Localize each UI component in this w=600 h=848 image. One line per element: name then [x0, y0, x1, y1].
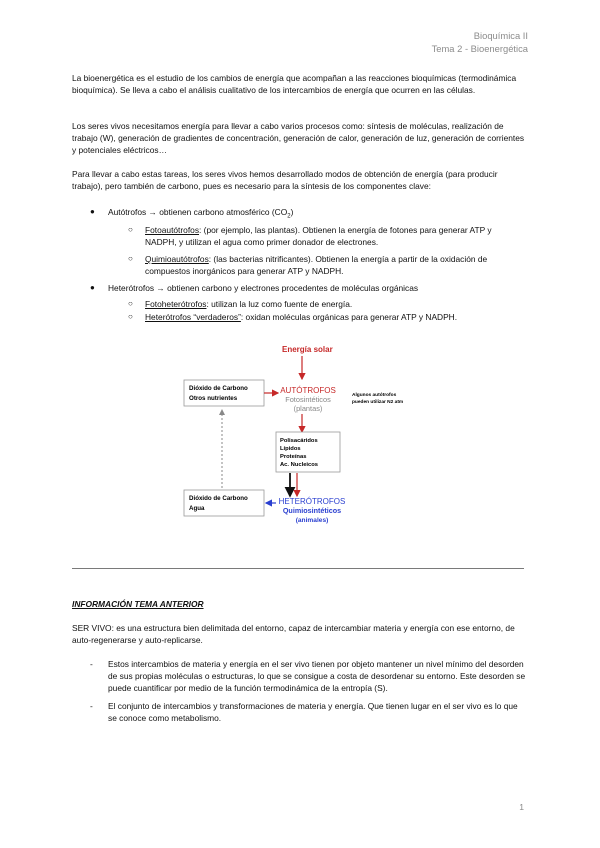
autotrofos-tail: ) — [290, 207, 294, 217]
box-carbon-nutrients — [184, 380, 264, 406]
note-line2: pueden utilizar N2 atm — [352, 400, 404, 405]
term-fotoheterotrofos: Fotoheterótrofos — [145, 299, 207, 309]
item-heterotrofos-verdaderos — [145, 311, 457, 323]
quimioautotrofos-desc-2: compuestos inorgánicos para generar ATP y NADPH. — [145, 266, 344, 277]
dash-marker: - — [90, 659, 93, 669]
ser-vivo-label: SER VIVO — [72, 623, 112, 633]
header-topic: Tema 2 - Bioenergética — [431, 43, 528, 54]
organic-item: Polisacáridos — [280, 438, 318, 444]
label-plantas: (plantas) — [293, 404, 323, 413]
page-header — [432, 29, 528, 55]
item-quimioautotrofos — [145, 253, 530, 277]
term-fotoautotrofos: Fotoautótrofos — [145, 225, 200, 235]
dash-item-entropia: Estos intercambios de materia y energía en el ser vivo tienen por objeto mantener un nivel mínimo del desorden de sus propias moléculas o estructuras, lo que se consigue a costa de desordenar su entorno. Este desorden se puede cuantificar por medio de la función termodinámica de la entropía (S). — [108, 659, 526, 694]
note-line1: Algunos autótrofos — [352, 393, 397, 398]
dash-marker: - — [90, 701, 93, 711]
organic-item: Lípidos — [280, 446, 301, 452]
bullet-heterotrofos: Heterótrofos → obtienen carbono y electrones procedentes de moléculas orgánicas — [108, 283, 419, 293]
fotoautotrofos-desc: : (por ejemplo, las plantas). Obtienen la energía de fotones para generar ATP y — [199, 225, 492, 235]
page-number: 1 — [519, 802, 524, 812]
label-fotosinteticos: Fotosintéticos — [285, 395, 331, 404]
organic-item: Ac. Nucleicos — [280, 462, 319, 468]
box1-line1: Dióxido de Carbono — [189, 385, 248, 392]
header-course: Bioquímica II — [473, 30, 528, 41]
section-title: INFORMACIÓN TEMA ANTERIOR — [72, 599, 204, 609]
section-divider — [72, 568, 524, 569]
fotoautotrofos-desc-2: NADPH, y utilizan el agua como primer donador de electrones. — [145, 237, 379, 248]
fotoheterotrofos-desc: : utilizan la luz como fuente de energía. — [206, 299, 353, 309]
box-carbon-water — [184, 490, 264, 516]
heterotrofos-verdaderos-desc: : oxidan moléculas orgánicas para generar ATP y NADPH. — [240, 312, 458, 322]
term-quimioautotrofos: Quimioautótrofos — [145, 254, 209, 264]
label-quimiosinteticos: Quimiosintéticos — [282, 506, 342, 515]
box1-line2: Otros nutrientes — [189, 395, 238, 402]
sub-bullet-marker: ○ — [128, 312, 133, 321]
box2-line1: Dióxido de Carbono — [189, 495, 248, 502]
intro-paragraph-3: Para llevar a cabo estas tareas, los seres vivos hemos desarrollado modos de obtención de energía (para producir trabajo), pero también de carbono, pues es necesario para la síntesis de los componentes clave: — [72, 169, 498, 192]
label-energia-solar: Energía solar — [282, 345, 333, 354]
bullet-marker: ● — [90, 283, 95, 292]
box2-line2: Agua — [189, 505, 205, 512]
term-heterotrofos-verdaderos: Heterótrofos “verdaderos” — [145, 312, 241, 322]
autotrofos-text: Autótrofos → obtienen carbono atmosférico (CO — [108, 207, 288, 217]
label-animales: (animales) — [295, 517, 329, 524]
organic-item: Proteínas — [280, 454, 307, 460]
item-fotoautotrofos — [145, 224, 530, 248]
dash-item-metabolismo: El conjunto de intercambios y transformaciones de materia y energía. Que tienen lugar en el ser vivo es lo que se conoce como metabolismo. — [108, 701, 518, 724]
ser-vivo-paragraph — [72, 622, 530, 646]
quimioautotrofos-desc: : (las bacterias nitrificantes). Obtienen la energía a partir de la oxidación de — [208, 254, 488, 264]
intro-paragraph-1: La bioenergética es el estudio de los cambios de energía que acompañan a las reacciones bioquímicas (termodinámica bioquímica). Se lleva a cabo el análisis cualitativo de los intercambios de energía que ocurren en las células. — [72, 73, 517, 96]
bullet-marker: ● — [90, 207, 95, 216]
energy-flow-diagram — [170, 340, 450, 540]
sub-bullet-marker: ○ — [128, 299, 133, 308]
co2-subscript: 2 — [287, 213, 291, 220]
label-autotrofos: AUTÓTROFOS — [280, 386, 336, 395]
intro-paragraph-2: Los seres vivos necesitamos energía para llevar a cabo varios procesos como: síntesis de moléculas, realización de trabajo (W), generación de gradientes de concentración, generación de calor, generación de luz, generación de corrientes y potenciales eléctricos… — [72, 121, 525, 156]
sub-bullet-marker: ○ — [128, 254, 133, 263]
label-heterotrofos: HETERÓTROFOS — [278, 497, 346, 506]
bullet-autotrofos — [108, 206, 293, 223]
item-fotoheterotrofos — [145, 298, 352, 310]
ser-vivo-text: : es una estructura bien delimitada del entorno, capaz de intercambiar materia y energía con ese entorno, de auto-regenerarse y auto-replicarse. — [72, 623, 515, 646]
sub-bullet-marker: ○ — [128, 225, 133, 234]
